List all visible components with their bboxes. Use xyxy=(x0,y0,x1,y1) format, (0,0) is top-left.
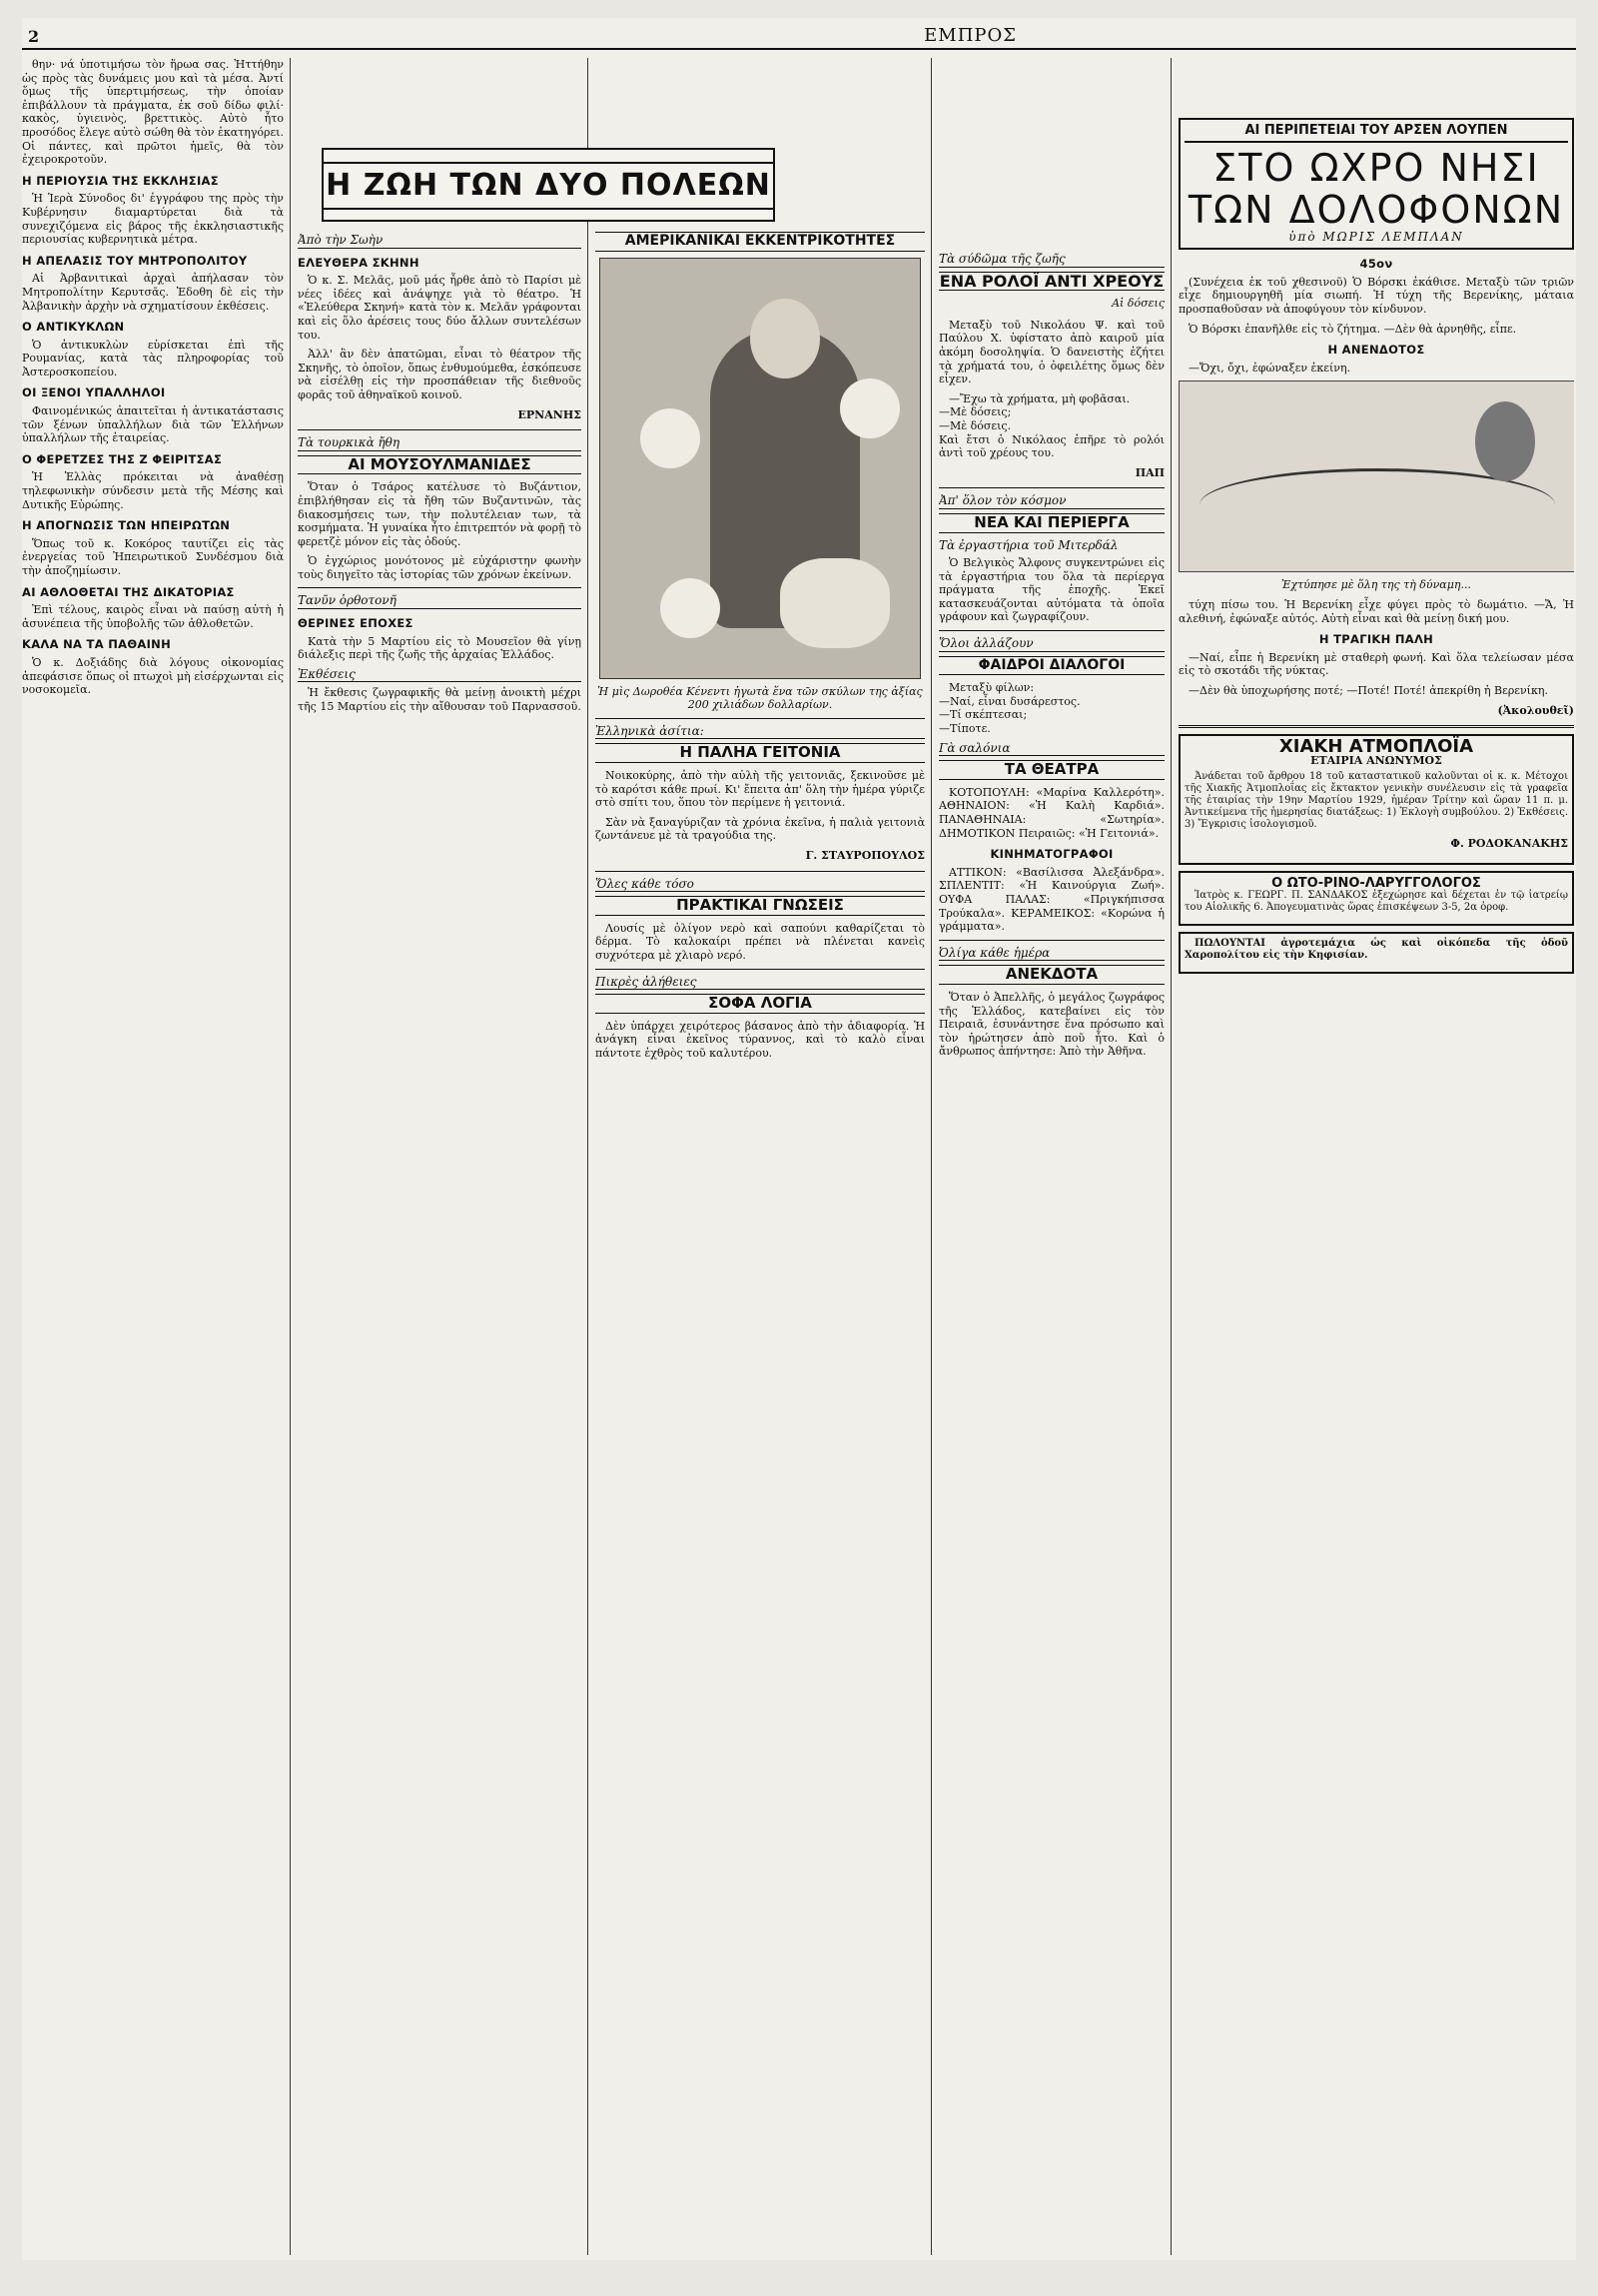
article-text: —Ὄχι, ὄχι, ἐφώναξεν ἐκείνη. xyxy=(1189,361,1351,375)
column-rule xyxy=(931,58,932,2255)
signature: ΕΡΝΑΝΗΣ xyxy=(517,407,581,421)
article-text: Ὁ Βόρσκι ἐπανῆλθε εἰς τὸ ζήτημα. —Δὲν θὰ ἀρνηθῆς, εἶπε. xyxy=(1189,322,1517,336)
signature: ΠΑΠ xyxy=(1135,465,1165,479)
photo-flower xyxy=(660,578,720,638)
article-text: —Δὲν θὰ ὑποχωρήσης ποτέ; —Ποτέ! Ποτέ! ἀπεκρίθη ἡ Βερενίκη. xyxy=(1189,683,1548,697)
serial-title: ΣΤΟ ΩΧΡΟ ΝΗΣΙ ΤΩΝ ΔΟΛΟΦΟΝΩΝ xyxy=(1188,145,1565,232)
banner-title: Η ΖΩΗ ΤΩΝ ΔΥΟ ΠΟΛΕΩΝ xyxy=(326,168,771,203)
headline: ΦΑΙΔΡΟΙ ΔΙΑΛΟΓΟΙ xyxy=(939,656,1165,676)
article-text: Ἀλλ' ἂν δὲν ἀπατῶμαι, εἶναι τὸ θέατρον τῆς Σκηνῆς, τὸ ὁποῖον, ὅπως ἐνθυμούμεθα, ἐσκόπευσε νὰ εἰσέλθῃ εἰς τὴν προσπάθειαν τῆς διεθνοῦς φορᾶς τοῦ ἀθηναϊκοῦ κοινοῦ. xyxy=(298,348,581,401)
divider xyxy=(1179,725,1574,728)
headline: ΕΛΕΥΘΕΡΑ ΣΚΗΝΗ xyxy=(298,255,419,270)
column-rule xyxy=(1171,58,1172,2255)
divider xyxy=(595,969,925,970)
newspaper-page xyxy=(22,18,1576,2260)
headline: ΚΙΝΗΜΑΤΟΓΡΑΦΟΙ xyxy=(990,847,1114,862)
headline: ΚΑΛΑ ΝΑ ΤΑ ΠΑΘΑΙΝΗ xyxy=(22,637,172,652)
ad-signature: Φ. ΡΟΔΟΚΑΝΑΚΗΣ xyxy=(1450,837,1568,851)
section-tag: Ἀπ' ὅλον τὸν κόσμον xyxy=(939,494,1165,509)
article-text: (Συνέχεια ἐκ τοῦ χθεσινοῦ) Ὁ Βόρσκι ἐκάθισε. Μεταξὺ τῶν τριῶν εἶχε δημιουργηθῆ μία σιωπή. Ἡ τύχη τῆς Βερενίκης, μάταια προσπαθοῦσαν νὰ ἀποφύγουν τὸν κίνδυνον. xyxy=(1179,275,1574,316)
headline: Η ΤΡΑΓΙΚΗ ΠΑΛΗ xyxy=(1318,632,1434,647)
column-4 xyxy=(939,58,1165,2250)
headline: Η ΑΠΟΓΝΩΣΙΣ ΤΩΝ ΗΠΕΙΡΩΤΩΝ xyxy=(22,518,231,533)
serial-author: ὑπὸ ΜΩΡΙΣ ΛΕΜΠΛΑΝ xyxy=(1288,229,1464,244)
subheading: Τὰ ἐργαστήρια τοῦ Μιτερδάλ xyxy=(939,537,1119,552)
masthead xyxy=(22,18,1576,50)
section-tag: Πικρὲς ἀλήθειες xyxy=(595,976,925,991)
headline: ΑΙ ΜΟΥΣΟΥΛΜΑΝΙΔΕΣ xyxy=(298,455,581,475)
article-text: Ἡ Ἱερὰ Σύνοδος δι' ἐγγράφου της πρὸς τὴν Κυβέρνησιν διαμαρτύρεται διὰ τὰ συνεχιζόμενα εἰς βάρος τῆς ἐκκλησιαστικῆς περιουσίας κυβερνητικὰ μέτρα. xyxy=(22,192,284,247)
headline: ΠΡΑΚΤΙΚΑΙ ΓΝΩΣΕΙΣ xyxy=(595,896,925,916)
headline: Η ΑΠΕΛΑΣΙΣ ΤΟΥ ΜΗΤΡΟΠΟΛΙΤΟΥ xyxy=(22,253,248,268)
ad-subheadline: ΕΤΑΙΡΙΑ ΑΝΩΝΥΜΟΣ xyxy=(1310,753,1442,767)
column-3 xyxy=(595,228,925,2250)
ad-text: Ἰατρὸς κ. ΓΕΩΡΓ. Π. ΣΑΝΔΑΚΟΣ ἐξεχώρησε καὶ δέχεται ἐν τῷ ἰατρείῳ του Αἰολικῆς 6. Ἀπογευματινὰς ὥρας ἐπισκέψεων 3-5, 2α ὀροφ. xyxy=(1185,890,1568,914)
signature: Γ. ΣΤΑΥΡΟΠΟΥΛΟΣ xyxy=(805,848,925,862)
ad-headline: ΧΙΑΚΗ ΑΤΜΟΠΛΟΪΑ xyxy=(1278,736,1474,758)
article-text: Ὁ κ. Δοξιάδης διὰ λόγους οἰκονομίας ἀπεφάσισε ὅπως οἱ πτωχοὶ μὴ εἰσέρχωνται εἰς νοσοκομεῖα. xyxy=(22,655,284,697)
headline: ΤΑ ΘΕΑΤΡΑ xyxy=(939,760,1165,780)
lead-paragraph: θην· νά ὑποτιμήσω τὸν ἥρωα σας. Ἡττήθην ὡς πρὸς τὰς δυνάμεις μου καὶ τὰ μέσα. Ἀντί ὅμως τῆς ὑπερτιμήσεως, τὴν ὁποίαν ἐπιβάλλουν τὰ πράγματα, ἐκ σοῦ δίδω φιλί· κακὸς, ὑγιεινὸς, βρεττικὸς. Αὐτὸ ἦτο προσόδος ἔλεγε αὐτὸ σώθη θὰ τὸν ἐκατηγόρει. Οἱ πάντες, καὶ πρῶτοι ἡμεῖς, θὰ τὸν ἐχειροκροτοῦν. xyxy=(22,58,284,167)
article-text: ΑΤΤΙΚΟΝ: «Βασίλισσα Ἀλεξάνδρα». ΣΠΛΕΝΤΙΤ: «Ἡ Καινούργια Ζωή». ΟΥΦΑ ΠΑΛΑΣ: «Πριγκήπισσα Τρούκαλα». ΚΕΡΑΜΕΙΚΟΣ: «Κορώνα ἡ γράμματα». xyxy=(939,865,1165,934)
article-text: Ἐπὶ τέλους, καιρὸς εἶναι νὰ παύσῃ αὐτὴ ἡ ἀσυνέπεια τῆς ὑποβολῆς τῶν ἀθλοθετῶν. xyxy=(22,603,284,630)
article-text: Ὅπως τοῦ κ. Κοκόρος ταυτίζει εἰς τὰς ἐνεργείας τοῦ Ἠπειρωτικοῦ Συνδέσμου διὰ τὴν ἀποζημίωσιν. xyxy=(22,536,284,577)
photo-flower xyxy=(840,379,900,438)
headline: ΑΙ ΑΘΛΟΘΕΤΑΙ ΤΗΣ ΔΙΚΑΤΟΡΙΑΣ xyxy=(22,584,235,599)
divider xyxy=(939,630,1165,631)
article-text: Μεταξὺ φίλων: —Ναί, εἶναι δυσάρεστος. —Τί σκέπτεσαι; —Τίποτε. xyxy=(939,681,1081,736)
headline: ΣΟΦΑ ΛΟΓΙΑ xyxy=(595,994,925,1014)
column-rule xyxy=(587,58,588,2255)
photo-woman-with-dog xyxy=(599,258,921,679)
article-text: Αἱ Ἀρβανιτικαὶ ἀρχαὶ ἀπήλασαν τὸν Μητροπολίτην Κερυτσᾶς. Ἐδοθη δὲ εἰς τὴν Ἀλβανικὴν ἀρχὴν νὰ σχηματίσουν ἐκθέσεις. xyxy=(22,272,284,313)
headline: ΑΜΕΡΙΚΑΝΙΚΑΙ ΕΚΚΕΝΤΡΙΚΟΤΗΤΕΣ xyxy=(595,232,925,252)
ad-plots-sale xyxy=(1179,932,1574,974)
divider xyxy=(298,587,581,588)
section-tag: Τὰ τουρκικὰ ἤθη xyxy=(298,436,581,451)
divider xyxy=(595,871,925,872)
illustration-sketch xyxy=(1179,381,1574,572)
paper-name: ΕΜΠΡΟΣ xyxy=(924,25,1017,46)
page-number: 2 xyxy=(28,27,40,46)
ad-headline: Ο ΩΤΟ-ΡΙΝΟ-ΛΑΡΥΓΓΟΛΟΓΟΣ xyxy=(1271,875,1481,891)
ad-text: Ἀνάδεται τοῦ ἄρθρου 18 τοῦ καταστατικοῦ καλοῦνται οἱ κ. κ. Μέτοχοι τῆς Χιακῆς Ἀτμοπλοΐας εἰς ἔκτακτον γενικὴν συνέλευσιν εἰς τὰ γραφεῖα τῆς ἐταιρίας τὴν 19ην Μαρτίου 1929, ἡμέραν Τρίτην καὶ ὥραν 11 π. μ. Ἀντικείμενα τῆς ἡμερησίας διατάξεως: 1) Ἐκλογὴ συμβούλου. 2) Ἐκθέσεις. 3) Ἔγκρισις ἰσολογισμοῦ. xyxy=(1185,771,1568,831)
ad-ent-doctor xyxy=(1179,871,1574,927)
divider xyxy=(939,940,1165,941)
section-tag: Ἑλληνικὰ ἀσίτια: xyxy=(595,725,925,740)
article-text: Φαινομένικώς ἀπαιτεῖται ἡ ἀντικατάστασις τῶν ξένων ὑπαλλήλων διὰ τῶν Ἑλλήνων ὑπαλλήλων τῆς ἐταιρείας. xyxy=(22,404,284,445)
photo-caption: Ἡ μὶς Δωροθέα Κένεντι ἠγωτὰ ἕνα τῶν σκύλων της ἀξίας 200 χιλιάδων δολλαρίων. xyxy=(597,684,923,712)
sketch-tree xyxy=(1475,401,1535,481)
column-2 xyxy=(298,228,581,2250)
section-tag: Ἀπὸ τὴν Σωὴν xyxy=(298,234,581,249)
ad-chios-shipping xyxy=(1179,734,1574,865)
photo-face xyxy=(750,299,820,379)
article-text: τύχη πίσω του. Ἡ Βερενίκη εἶχε φύγει πρὸς τὸ δωμάτιο. —Ἄ, Ἠ αλεθινή, ἐφώναξε αὐτός. Αὐτὴ εἶναι καὶ θὰ μείνῃ δική μου. xyxy=(1179,597,1574,625)
headline: Ο ΑΝΤΙΚΥΚΛΩΝ xyxy=(22,320,125,335)
section-tag: Τὰ σύδῶμα τῆς ζωῆς xyxy=(939,253,1165,268)
headline: ΘΕΡΙΝΕΣ ΕΠΟΧΕΣ xyxy=(298,616,413,631)
article-text: Ὅταν ὁ Ἀπελλῆς, ὁ μεγάλος ζωγράφος τῆς Ἑλλάδος, κατεβαίνει εἰς τὸν Πειραιᾶ, ἐσυνάντησε ἕνα πρόσωπο καὶ τὸν ἠρώτησεν ἀπὸ ποῦ ἦτο. Καὶ ὁ ἄνθρωπος ἀπήντησε: Ἀπὸ τὴν Ἀθῆνα. xyxy=(939,990,1165,1059)
column-rule xyxy=(290,58,291,2255)
column-5 xyxy=(1179,118,1574,2250)
divider xyxy=(939,487,1165,488)
section-tag: Γὰ σαλόνια xyxy=(939,742,1165,757)
headline: Η ΠΕΡΙΟΥΣΙΑ ΤΗΣ ΕΚΚΛΗΣΙΑΣ xyxy=(22,173,219,188)
serial-box xyxy=(1179,118,1574,250)
photo-flower xyxy=(640,408,700,468)
section-tag: Τανῦν ὁρθοτονῆ xyxy=(298,594,581,609)
divider xyxy=(595,718,925,719)
headline: ΝΕΑ ΚΑΙ ΠΕΡΙΕΡΓΑ xyxy=(939,513,1165,533)
illustration-caption: Ἐχτύπησε μὲ ὅλη της τὴ δύναμη... xyxy=(1281,578,1471,592)
article-text: Δὲν ὑπάρχει χειρότερος βάσανος ἀπὸ τὴν ἀδιαφορία. Ἡ ἀνάγκη εἶναι ἐκεῖνος τύραννος, καὶ τὸ καλὸ εἶναι πάντοτε ἐχθρὸς τοῦ καλυτέρου. xyxy=(595,1019,925,1060)
section-tag: Ὀλίγα κάθε ἡμέρα xyxy=(939,947,1165,962)
subheading: Αἱ δόσεις xyxy=(1112,297,1165,311)
article-text: Κατὰ τὴν 5 Μαρτίου εἰς τὸ Μουσεῖον θὰ γίνῃ διάλεξις περὶ τῆς ζωῆς τῆς ἀρχαίας Ἑλλάδος. xyxy=(298,634,581,662)
continued-note: (Ἀκολουθεῖ) xyxy=(1497,703,1574,717)
divider xyxy=(298,429,581,430)
article-text: —Ἔχω τὰ χρήματα, μὴ φοβᾶσαι. —Μὲ δόσεις; —Μὲ δόσεις. Καὶ ἔτσι ὁ Νικόλαος ἐπῆρε τὸ ρολόι ἀντὶ τοῦ χρέους του. xyxy=(939,391,1165,460)
headline: ΑΝΕΚΔΟΤΑ xyxy=(939,965,1165,985)
section-tag: Ἐκθέσεις xyxy=(298,668,581,683)
article-text: Σὰν νὰ ξαναγύριζαν τὰ χρόνια ἐκεῖνα, ἡ παλιὰ γειτονιὰ ζωντάνευε μὲ τὰ τραγούδια της. xyxy=(595,815,925,843)
photo-dog xyxy=(780,558,890,648)
headline: Η ΑΝΕΝΔΟΤΟΣ xyxy=(1327,343,1425,358)
headline: Ο ΦΕΡΕΤΖΕΣ ΤΗΣ Ζ ΦΕΙΡΙΤΣΑΣ xyxy=(22,451,223,466)
section-tag: Ὅλες κάθε τόσο xyxy=(595,878,925,893)
article-text: Ὁ ἀντικυκλὼν εὑρίσκεται ἐπὶ τῆς Ρουμανίας, κατὰ τὰς πληροφορίας τοῦ Ἀστεροσκοπείου. xyxy=(22,338,284,379)
section-banner xyxy=(322,148,775,222)
ad-text: ΠΩΛΟΥΝΤΑΙ ἀγροτεμάχια ὡς καὶ οἰκόπεδα τῆς ὁδοῦ Χαροπολίτου εἰς τὴν Κηφισίαν. xyxy=(1185,938,1568,962)
article-text: Ὁ Βελγικὸς Ἄλφονς συγκεντρώνει εἰς τὰ ἐργαστήρια του ὅλα τὰ περίεργα πράγματα τῆς ἐποχῆς. Ἐκεῖ κατασκευάζονται αὐτόματα τὰ ὁποῖα γράφουν καὶ ζωγραφίζουν. xyxy=(939,556,1165,624)
article-text: Μεταξὺ τοῦ Νικολάου Ψ. καὶ τοῦ Παύλου Χ. ὑφίστατο ἀπὸ καιροῦ μία ἀκόμη δοσοληψία. Ὁ δανειστὴς ἐζήτει τὰ χρήματά του, ὁ ὀφειλέτης ὅμως δὲν εἶχεν. xyxy=(939,318,1165,386)
column-1 xyxy=(22,58,284,2250)
headline: ΟΙ ΞΕΝΟΙ ΥΠΑΛΛΗΛΟΙ xyxy=(22,385,166,400)
article-text: —Ναί, εἶπε ἡ Βερενίκη μὲ σταθερὴ φωνή. Καὶ ὅλα τελείωσαν μέσα εἰς τὸ σκοτάδι τῆς νύκτας. xyxy=(1179,650,1574,678)
article-text: Ἡ ἔκθεσις ζωγραφικῆς θὰ μείνῃ ἀνοικτὴ μέχρι τῆς 15 Μαρτίου εἰς τὴν αἴθουσαν τοῦ Παρνασσοῦ. xyxy=(298,686,581,714)
article-text: Ὁ ἐγχώριος μονότονος μὲ εὐχάριστην φωνὴν τοὺς διηγεῖτο τὰς ἱστορίας τῶν χρόνων ἐκείνων. xyxy=(298,554,581,581)
section-tag: Ὅλοι ἀλλάζουν xyxy=(939,637,1165,652)
article-text: Νοικοκύρης, ἀπὸ τὴν αὐλὴ τῆς γειτονιᾶς, ξεκινοῦσε μὲ τὸ καρότσι κάθε πρωί. Κι' ἔπειτα ἀπ' ὅλη τὴν ἡμέρα γύριζε στὸ σπίτι του, ὅπου τὸν περίμενε ἡ γειτονιά. xyxy=(595,768,925,810)
article-text: Ἡ Ἑλλὰς πρόκειται νὰ ἀναθέσῃ τηλεφωνικὴν σύνδεσιν μετὰ τῆς Μέσης καὶ Δυτικῆς Εὐρώπης. xyxy=(22,470,284,511)
article-text: Ὅταν ὁ Τσάρος κατέλυσε τὸ Βυζάντιον, ἐπιβλήθησαν εἰς τὰ ἤθη τῶν Βυζαντινῶν, τὰς διακοσμήσεις των, τὴν πολυτέλειαν των, τὰ κοσμήματα. Ἡ γυναίκα ἦτο ἐπιτρεπτόν νὰ φορῇ τὸ φερετζὲ μόνον εἰς τὰς ὁδούς. xyxy=(298,480,581,548)
serial-header: ΑΙ ΠΕΡΙΠΕΤΕΙΑΙ ΤΟΥ ΑΡΣΕΝ ΛΟΥΠΕΝ xyxy=(1185,124,1568,143)
episode-number: 45ον xyxy=(1359,257,1393,272)
headline: Η ΠΑΛΗΑ ΓΕΙΤΟΝΙΑ xyxy=(595,743,925,763)
article-text: Λουσίς μὲ ὀλίγον νερὸ καὶ σαπούνι καθαρίζεται τὸ δέρμα. Τὸ καλοκαίρι πρέπει νὰ πλένεται κανεὶς συχνότερα μὲ χλιαρὸ νερό. xyxy=(595,921,925,962)
article-text: ΚΟΤΟΠΟΥΛΗ: «Μαρίνα Καλλερότη». ΑΘΗΝΑΙΟΝ: «Ἡ Καλὴ Καρδιά». ΠΑΝΑΘΗΝΑΙΑ: «Σωτηρία». ΔΗΜΟΤΙΚΟΝ Πειραιῶς: «Ἡ Γειτονιά». xyxy=(939,785,1165,840)
headline: ΕΝΑ ΡΟΛΟΪ ΑΝΤΙ ΧΡΕΟΥΣ xyxy=(939,271,1165,291)
article-text: Ὁ κ. Σ. Μελᾶς, μοῦ μάς ἦρθε ἀπὸ τὸ Παρίσι μὲ νέες ἰδέες καὶ ἀνάψηχε γιὰ τὸ θέατρο. Ἡ «Ἐλεύθερα Σκηνή» κατὰ τὸν κ. Μελᾶν γράφονται καὶ εἰς ὅλο ἀρέσεις τους δύο ἄλλων συντελέσων του. xyxy=(298,274,581,342)
